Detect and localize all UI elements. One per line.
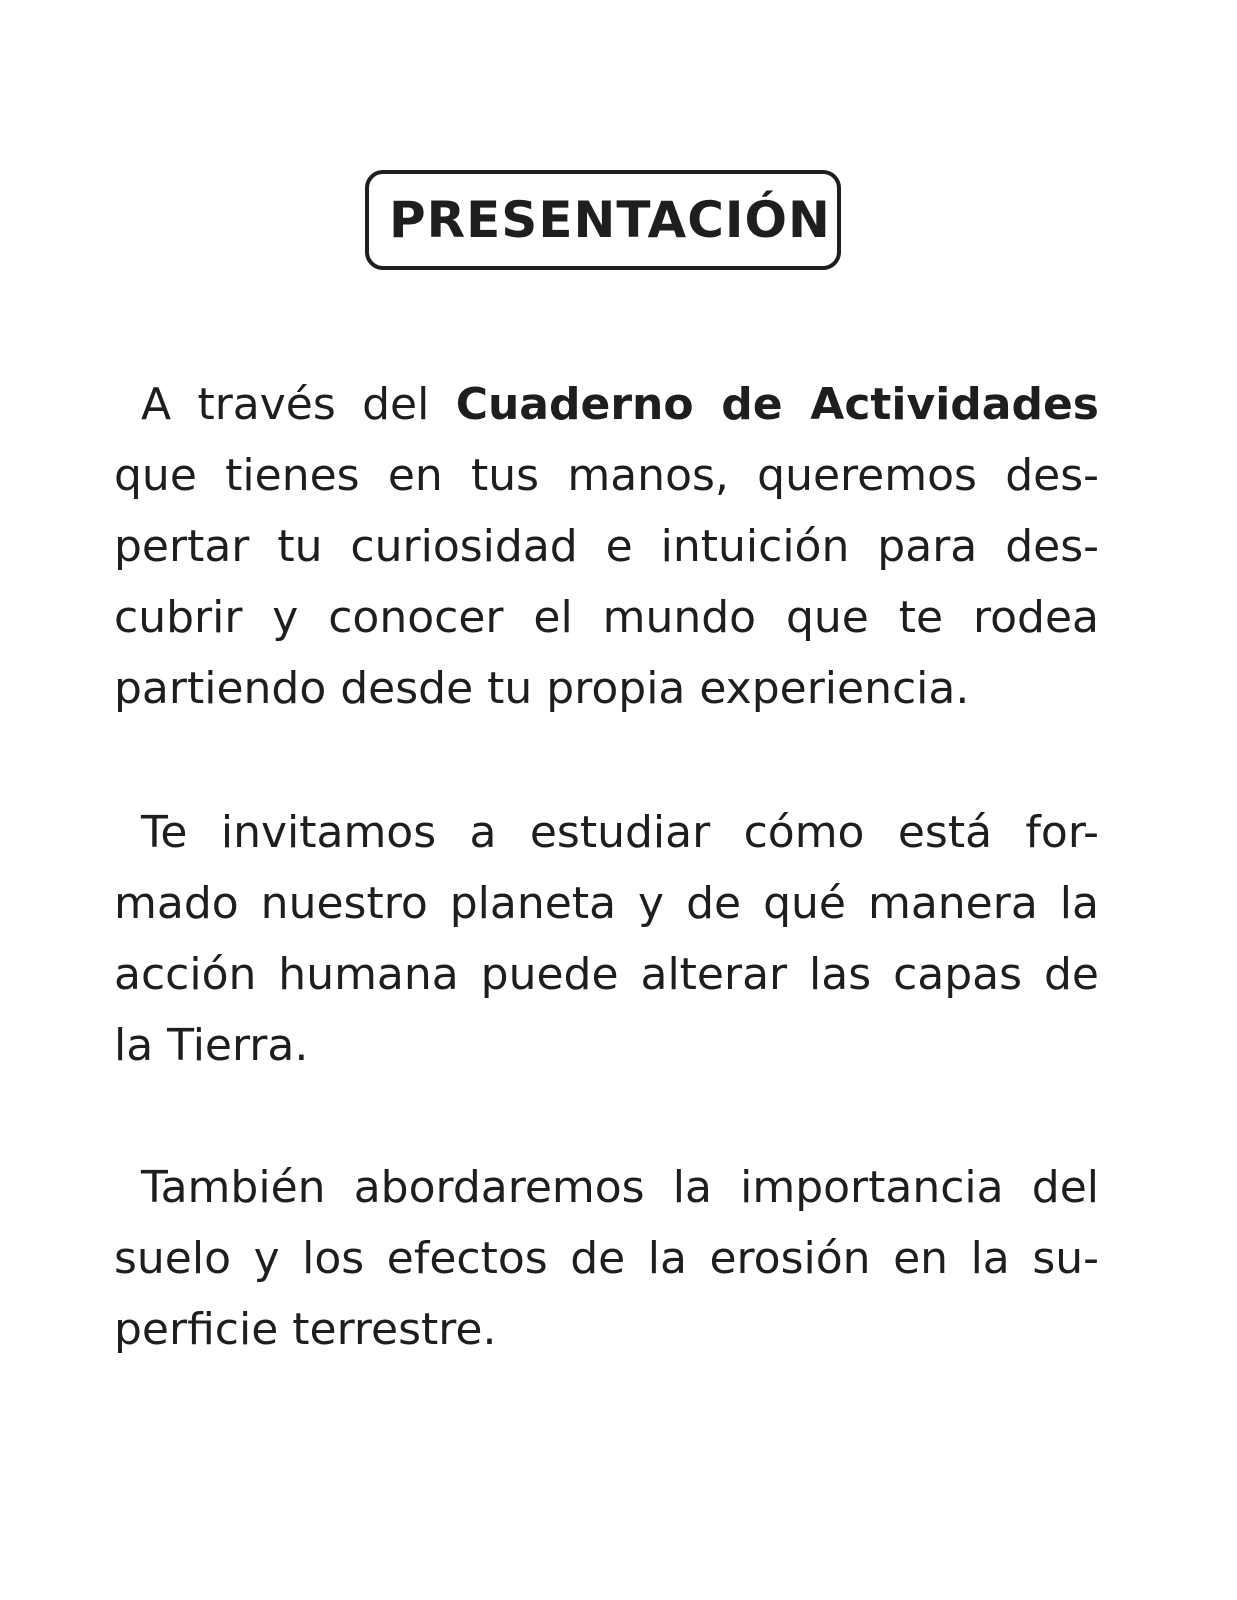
paragraph-line: cubrir y conocer el mundo que te rodea <box>114 592 1099 643</box>
paragraph-line: pertar tu curiosidad e intuición para des- <box>114 521 1099 572</box>
line-text: A través del <box>141 379 456 430</box>
paragraph-intro <box>114 369 1099 724</box>
paragraph-line: que tienes en tus manos, queremos des- <box>114 450 1099 501</box>
paragraph-line: Te invitamos a estudiar cómo está for- <box>141 807 1099 858</box>
paragraph-line <box>114 369 1099 440</box>
paragraph-line: partiendo desde tu propia experiencia. <box>114 663 970 714</box>
paragraph-line: mado nuestro planeta y de qué manera la <box>114 878 1099 929</box>
paragraph-soil <box>114 1152 1099 1365</box>
paragraph-line: acción humana puede alterar las capas de <box>114 949 1099 1000</box>
paragraph-line: la Tierra. <box>114 1020 309 1071</box>
paragraph-line: También abordaremos la importancia del <box>141 1162 1099 1213</box>
book-title-bold: Cuaderno de Actividades <box>455 379 1099 430</box>
paragraph-line: perficie terrestre. <box>114 1304 497 1355</box>
paragraph-planet <box>114 797 1099 1081</box>
title-box <box>365 170 841 270</box>
paragraph-line: suelo y los efectos de la erosión en la su- <box>114 1233 1099 1284</box>
page-title: PRESENTACIÓN <box>389 191 831 249</box>
